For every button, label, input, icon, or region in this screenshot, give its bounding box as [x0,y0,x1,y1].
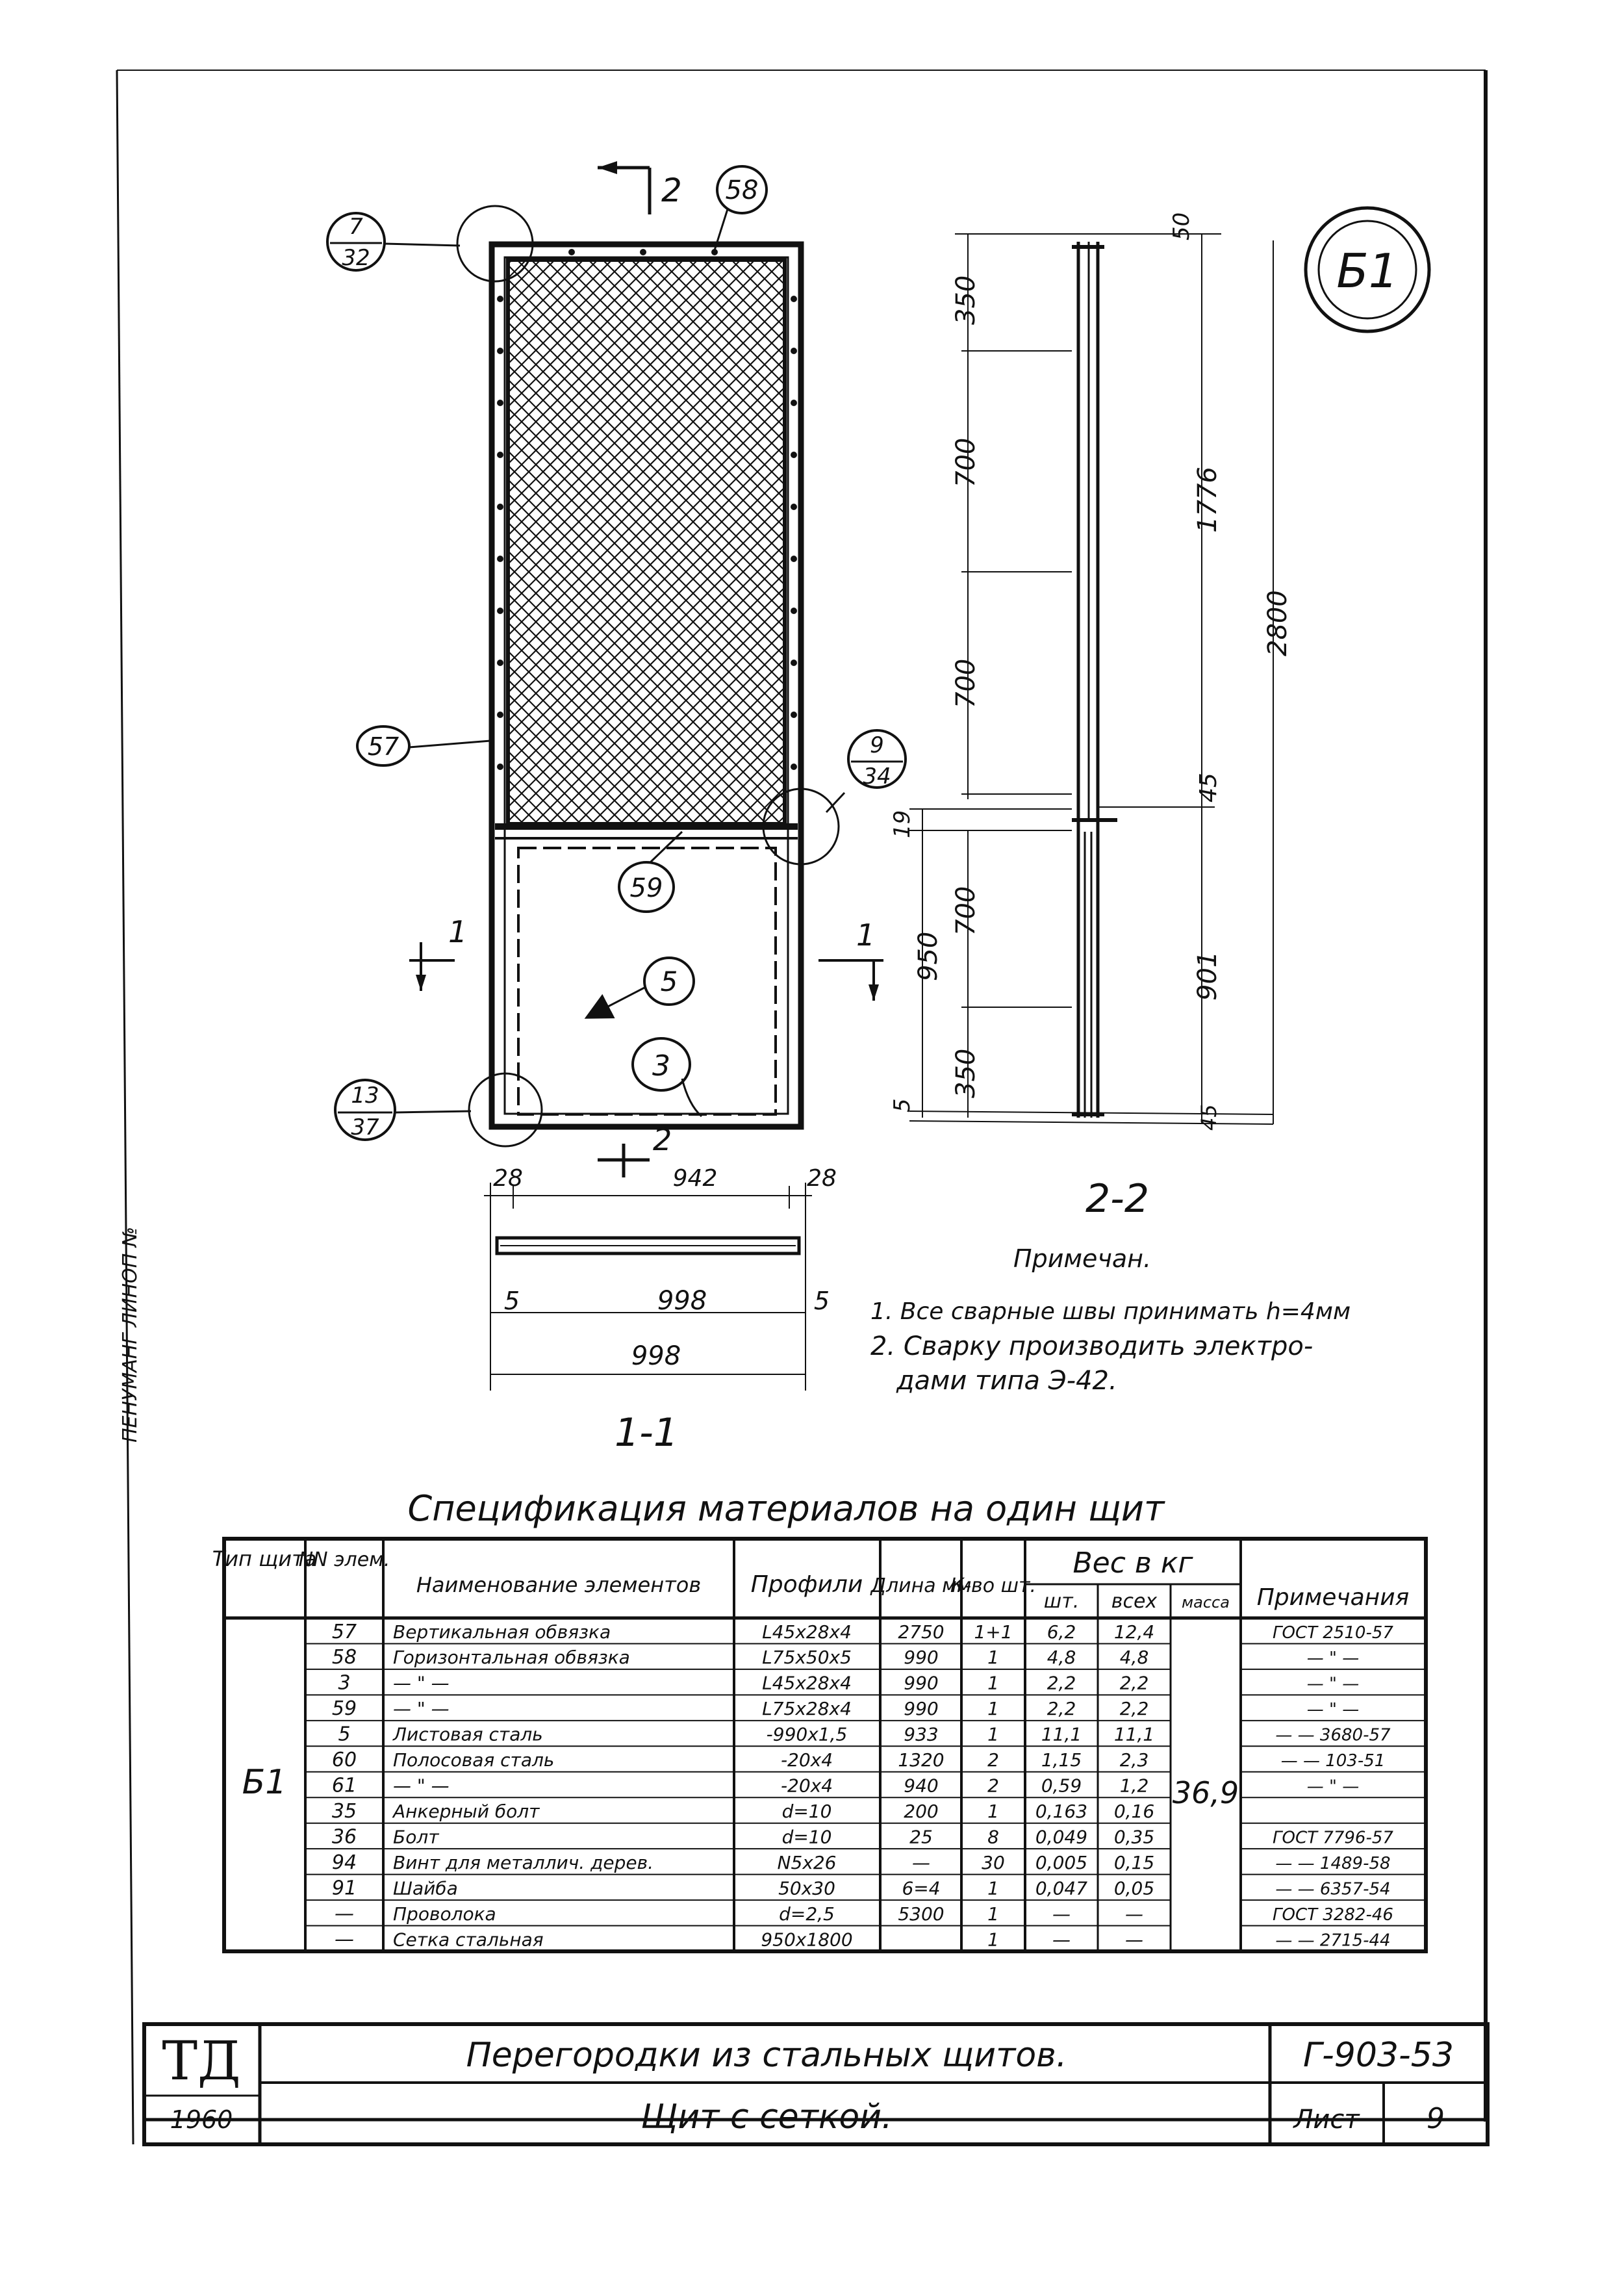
table-cell-qty: 1+1 [974,1621,1013,1643]
stamp-year: 1960 [170,2105,233,2134]
table-cell-qty: 2 [987,1775,999,1797]
table-cell-length: 6=4 [902,1877,941,1899]
table-cell-length: 25 [909,1826,933,1848]
table-cell-name: — " — [393,1698,450,1720]
table-cell-name: Винт для металлич. дерев. [393,1851,654,1873]
svg-text:1: 1 [448,914,468,949]
table-cell-qty: 1 [987,1903,999,1925]
table-cell-note: ГОСТ 2510-57 [1273,1623,1393,1643]
table-cell-profile: d=2,5 [779,1903,835,1925]
table-cell-num: 60 [331,1749,357,1772]
spec-total-mass: 36,9 [1172,1775,1239,1810]
table-cell-name: Анкерный болт [393,1801,540,1823]
table-cell-w-each: 0,047 [1035,1877,1088,1899]
table-cell-profile: N5x26 [777,1851,837,1873]
side-margin-text: ПЕНУМАНГ ЛИНОП № [119,1226,142,1443]
svg-text:50: 50 [1169,212,1195,240]
table-cell-num: — [335,1928,354,1951]
svg-text:700: 700 [951,886,981,936]
steel-mesh [508,260,785,824]
table-cell-w-each: 6,2 [1047,1621,1076,1643]
table-cell-name: Проволока [393,1903,496,1925]
svg-text:32: 32 [342,245,370,271]
col-header-w-mass: масса [1182,1593,1230,1612]
callout-59 [619,832,682,912]
svg-text:2800: 2800 [1263,590,1293,656]
table-cell-w-each: 0,59 [1041,1775,1082,1797]
callout-5 [588,958,694,1017]
table-cell-note: — — 1489-58 [1275,1853,1391,1873]
notes-line-1: 1. Все сварные швы принимать h=4мм [870,1298,1351,1325]
table-cell-w-each: 2,2 [1047,1698,1076,1720]
table-cell-profile: d=10 [781,1801,832,1823]
table-cell-length: 2750 [898,1621,945,1643]
table-cell-num: 36 [331,1825,357,1849]
table-cell-length: 990 [904,1698,939,1720]
table-cell-note: ГОСТ 3282-46 [1273,1905,1393,1925]
svg-text:901: 901 [1193,951,1223,1001]
table-cell-w-all: — [1125,1903,1143,1925]
col-header-weight: Вес в кг [1072,1547,1193,1580]
table-cell-profile: L45x28x4 [762,1672,852,1694]
table-row [335,1928,1391,1951]
section-mark-1-left [409,914,467,991]
svg-text:3: 3 [652,1049,670,1083]
table-cell-w-each: 11,1 [1041,1723,1082,1745]
table-cell-w-each: 4,8 [1047,1647,1076,1669]
table-cell-w-each: 1,15 [1041,1749,1082,1771]
svg-text:9: 9 [870,732,884,758]
table-cell-length: 990 [904,1672,939,1694]
table-cell-num: 59 [331,1697,357,1721]
svg-text:45: 45 [1195,773,1222,803]
table-row [335,1903,1393,1925]
table-row [338,1723,1391,1746]
svg-text:1: 1 [856,918,876,953]
table-cell-qty: 1 [987,1723,999,1745]
table-cell-w-each: 0,049 [1035,1826,1088,1848]
table-cell-note: ГОСТ 7796-57 [1273,1828,1393,1848]
table-cell-w-all: 2,2 [1119,1672,1149,1694]
table-cell-profile: -990x1,5 [766,1723,848,1745]
table-row [332,1825,1393,1848]
table-cell-profile: 50x30 [778,1877,835,1899]
table-cell-note: — — 2715-44 [1275,1931,1391,1951]
table-cell-length: 940 [904,1775,939,1797]
table-cell-w-each: — [1052,1903,1071,1925]
svg-text:350: 350 [951,275,981,325]
table-cell-w-all: 0,15 [1113,1851,1155,1873]
notes-heading: Примечан. [1013,1244,1152,1273]
table-cell-qty: 2 [987,1749,999,1771]
section-mark-2-top [598,161,682,214]
col-header-num: NN элем. [298,1548,390,1571]
table-cell-qty: 1 [987,1698,999,1720]
svg-text:998: 998 [657,1286,707,1316]
table-cell-name: — " — [393,1775,450,1797]
table-cell-name: Шайба [393,1877,458,1899]
col-header-type: Тип щита [212,1547,317,1571]
table-cell-num: 57 [331,1620,357,1643]
table-cell-length: 1320 [898,1749,945,1771]
table-cell-name: Сетка стальная [393,1929,544,1951]
stamp-code: Г-903-53 [1303,2036,1454,2075]
table-cell-w-each: — [1052,1929,1071,1951]
table-cell-num: 94 [331,1851,357,1874]
table-cell-w-each: 0,163 [1035,1801,1088,1823]
table-cell-qty: 30 [982,1851,1005,1873]
table-cell-length: 5300 [898,1903,945,1925]
table-cell-num: 35 [331,1800,357,1823]
svg-text:28: 28 [807,1165,837,1192]
table-cell-w-all: 11,1 [1113,1723,1155,1745]
table-cell-w-all: 2,3 [1119,1749,1149,1771]
table-cell-profile: L45x28x4 [762,1621,852,1643]
col-header-name: Наименование элементов [416,1573,702,1597]
svg-text:2: 2 [653,1122,672,1157]
svg-text:700: 700 [951,437,981,487]
table-cell-note: — — 6357-54 [1275,1879,1391,1899]
svg-text:45: 45 [1197,1104,1221,1131]
table-cell-w-all: 2,2 [1119,1698,1149,1720]
callout-3 [633,1038,702,1116]
svg-text:350: 350 [951,1048,981,1098]
table-row [332,1621,1393,1643]
table-cell-profile: -20x4 [780,1775,833,1797]
svg-text:19: 19 [889,810,915,838]
stamp-title: Перегородки из стальных щитов. [466,2036,1067,2075]
col-header-w-all: всех [1111,1590,1158,1613]
title-block [144,2024,1488,2144]
notes-block [870,1244,1351,1396]
table-cell-note: — " — [1306,1700,1360,1720]
svg-text:1776: 1776 [1193,467,1223,533]
table-cell-note: — — 3680-57 [1275,1725,1391,1745]
table-cell-num: 58 [331,1646,357,1669]
table-cell-name: Вертикальная обвязка [393,1621,611,1643]
spec-title: Спецификация материалов на один щит [407,1488,1165,1529]
section-mark-1-right [818,918,883,1001]
svg-text:5: 5 [503,1287,520,1315]
svg-text:5: 5 [660,966,678,997]
table-row [338,1672,1359,1695]
table-cell-note: — " — [1306,1649,1360,1669]
table-cell-note: — " — [1306,1777,1360,1797]
stamp-logo: ТД [162,2031,241,2092]
col-header-notes: Примечания [1256,1584,1410,1611]
table-cell-name: — " — [393,1672,450,1694]
table-cell-name: Болт [393,1826,439,1848]
svg-text:28: 28 [493,1165,523,1192]
table-cell-profile: 950x1800 [761,1929,853,1951]
table-cell-num: 61 [331,1774,357,1797]
table-cell-num: 3 [338,1671,351,1695]
table-cell-profile: d=10 [781,1826,832,1848]
col-header-profile: Профили [750,1571,863,1598]
table-row [332,1877,1391,1899]
table-cell-qty: 1 [987,1647,999,1669]
section-mark-2-top-label: 2 [661,172,682,209]
stamp-sheet-no: 9 [1427,2102,1445,2135]
table-row [332,1851,1391,1874]
notes-line-3: дами типа Э-42. [896,1366,1117,1396]
svg-text:58: 58 [725,175,759,205]
table-cell-qty: 1 [987,1801,999,1823]
table-cell-qty: 1 [987,1929,999,1951]
table-cell-length: 200 [904,1801,939,1823]
svg-text:13: 13 [351,1083,379,1109]
section-1-1 [484,1165,837,1456]
svg-text:59: 59 [629,873,663,903]
table-cell-w-all: 0,05 [1113,1877,1155,1899]
svg-text:950: 950 [913,931,943,981]
svg-text:700: 700 [951,658,981,708]
table-cell-w-all: — [1125,1929,1143,1951]
table-cell-w-each: 0,005 [1035,1851,1088,1873]
callout-58 [715,166,767,250]
table-cell-length: 990 [904,1647,939,1669]
spec-rows [305,1621,1426,1951]
svg-text:998: 998 [631,1341,681,1371]
svg-text:942: 942 [672,1165,718,1192]
table-row [332,1697,1359,1720]
table-cell-name: Листовая сталь [393,1723,543,1745]
stamp-sheet-label: Лист [1293,2105,1360,2135]
table-cell-w-all: 0,35 [1113,1826,1155,1848]
table-cell-name: Горизонтальная обвязка [393,1647,630,1669]
table-cell-w-all: 0,16 [1113,1801,1155,1823]
table-cell-w-all: 4,8 [1119,1647,1149,1669]
col-header-qty: К-во шт. [950,1574,1037,1597]
svg-text:37: 37 [351,1114,379,1140]
col-header-length: Длина мм [870,1574,972,1597]
table-cell-w-all: 12,4 [1113,1621,1155,1643]
svg-text:5: 5 [813,1287,830,1315]
svg-text:7: 7 [349,214,363,240]
spec-table [212,1539,1426,1951]
table-cell-num: 91 [331,1877,357,1900]
table-cell-qty: 1 [987,1877,999,1899]
svg-text:57: 57 [367,732,400,761]
table-row [332,1749,1385,1771]
sheet-type-badge [1306,208,1429,331]
table-cell-profile: -20x4 [780,1749,833,1771]
svg-text:Б1: Б1 [1336,244,1399,298]
table-cell-w-all: 1,2 [1119,1775,1149,1797]
callout-13-37 [335,1073,542,1146]
stamp-subtitle: Щит с сеткой. [641,2098,893,2137]
col-header-w-each: шт. [1043,1590,1080,1613]
notes-line-2: 2. Сварку производить электро- [870,1331,1313,1361]
table-cell-length: — [912,1851,930,1873]
table-cell-profile: L75x28x4 [762,1698,852,1720]
section-2-2-title: 2-2 [1085,1176,1149,1222]
panel-elevation [327,161,906,1177]
svg-text:5: 5 [889,1098,915,1112]
table-cell-w-each: 2,2 [1047,1672,1076,1694]
table-cell-qty: 8 [987,1826,999,1848]
table-cell-note: — — 103-51 [1280,1751,1386,1771]
table-cell-name: Полосовая сталь [393,1749,555,1771]
callout-57 [357,726,490,765]
svg-text:34: 34 [863,764,891,790]
section-1-1-title: 1-1 [615,1410,678,1456]
table-row [332,1800,1154,1823]
table-cell-qty: 1 [987,1672,999,1694]
table-row [332,1646,1359,1669]
table-cell-note: — " — [1306,1674,1360,1694]
section-mark-2-bottom [598,1122,672,1177]
table-cell-length: 933 [904,1723,939,1745]
section-2-2 [889,212,1293,1222]
table-cell-profile: L75x50x5 [762,1647,852,1669]
table-cell-num: — [335,1902,354,1925]
spec-type-value: Б1 [242,1763,287,1802]
table-cell-num: 5 [338,1723,351,1746]
